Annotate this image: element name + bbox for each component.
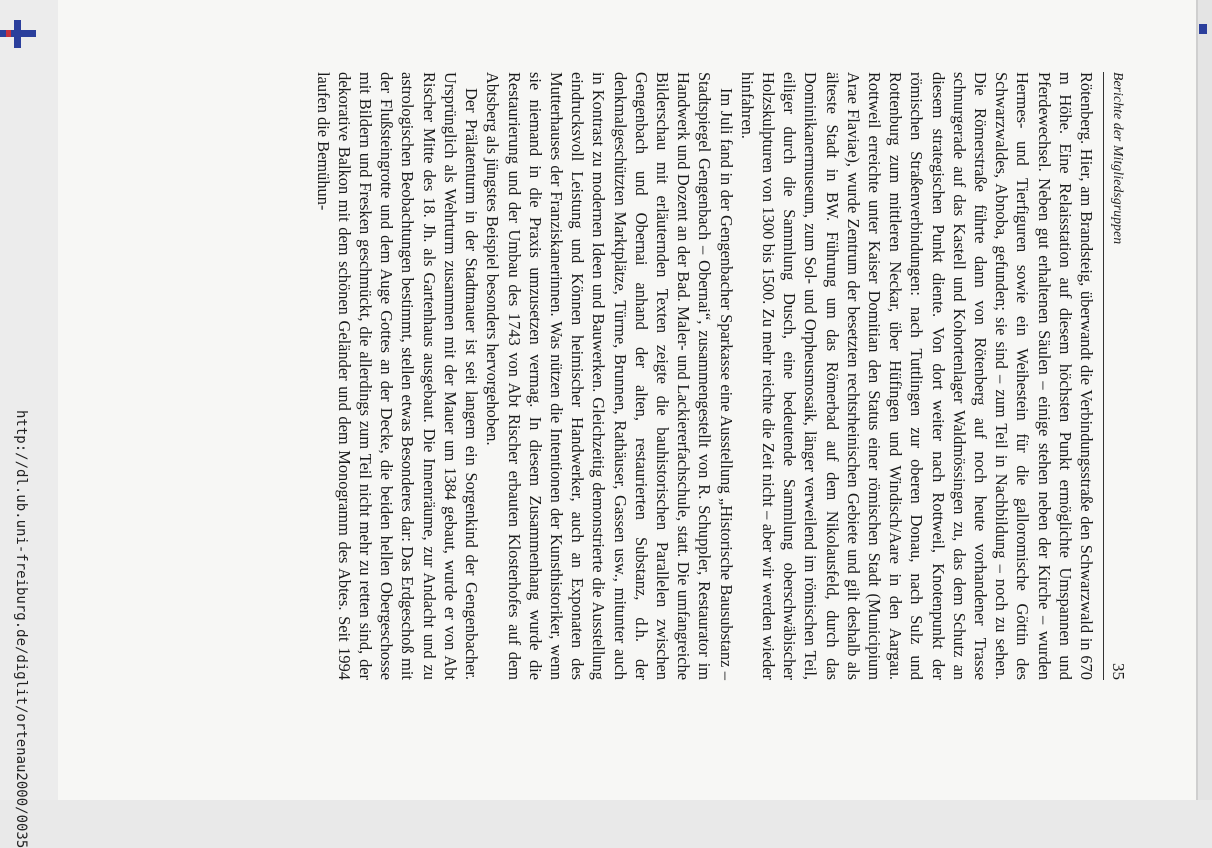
paragraph: Der Prälatenturm in der Stadtmauer ist seit langem ein Sorgenkind der Gengenbacher. Ursprünglich als Wehrturm zusammen mit der Mauer um 1384 gebaut, wurde er von Abt Rischer Mitte des 18. Jh. als Gartenhaus ausgebaut. Die Innenräume, zur Andacht und zu astrologischen Beobachtungen bestimmt, stellen etwas Besonderes dar: Das Erdgeschoß mit der Flußsteingrotte und dem Auge Gottes an der Decke, die beiden hellen Obergeschosse mit Bildern und Fresken geschmückt, die allerdings zum Teil nicht mehr zu retten sind, der dekorative Balkon mit dem schönen Geländer und dem Monogramm des Abtes. Seit 1994 laufen die Bemühun- — [313, 72, 482, 680]
page-number: 35 — [1109, 663, 1128, 680]
side-credit — [0, 410, 30, 848]
scan-right-strip — [1198, 0, 1212, 800]
page-header — [1103, 72, 1130, 680]
scan-color-marker-right — [1199, 20, 1209, 40]
page-text-block — [130, 72, 1130, 680]
body-text — [312, 72, 1097, 680]
source-url[interactable]: http://dl.ub.uni-freiburg.de/diglit/ortenau2000/0035 — [13, 410, 29, 848]
scan-color-marker — [0, 20, 36, 48]
paragraph: Im Juli fand in der Gengenbacher Sparkasse eine Ausstellung „Historische Bausubstanz – Stadtspiegel Gengenbach – Obernai“, zusammengestellt von R. Schuppler, Restaurator im Handwerk und Dozent an der Bad. Maler- und Lackiererfachschule, statt. Die umfangreiche Bilderschau mit erläuternden Texten zeigte die bauhistorischen Parallelen zwischen Gengenbach und Obernai anhand der alten, restaurierten Substanz, d.h. der denkmalgeschützten Marktplätze, Türme, Brunnen, Rathäuser, Gassen usw., mitunter auch in Kontrast zu modernen Ideen und Bauwerken. Gleichzeitig demonstrierte die Ausstellung eindrucksvoll Leistung und Können heimischer Handwerker, auch an Exponaten des Mutterhauses der Franziskanerinnen. Was nützen die Intentionen der Kunsthistoriker, wenn sie niemand in die Praxis umzusetzen vermag. In diesem Zusammenhang wurde die Restaurierung und der Umbau des 1743 von Abt Rischer erbauten Klosterhofes auf dem Abtsberg als jüngstes Beispiel besonders hervorgehoben. — [483, 72, 736, 680]
running-head: Berichte der Mitgliedsgruppen — [1111, 72, 1126, 245]
paragraph: Rötenberg. Hier, am Brandsteig, überwandt die Verbindungsstraße den Schwarzwald in 670 m Höhe. Eine Relaisstation auf diesem höchsten Punkt ermöglichte Umspannen und Pferdewechsel. Neben gut erhaltenen Säulen – einige stehen neben der Kirche – wurden Hermes- und Tierfiguren sowie ein Weihestein für die galloromische Göttin des Schwarzwaldes, Abnoba, gefunden; sie sind – zum Teil in Nachbildung – noch zu sehen. Die Römerstraße führte dann von Rötenberg auf noch heute vorhandener Trasse schnurgerade auf das Kastell und Kohortenlager Waldmössingen zu, das dem Schutz an diesem strategischen Punkt diente. Von dort weiter nach Rottweil, Knotenpunkt der römischen Straßenverbindungen: nach Tuttlingen zur oberen Donau, nach Sulz und Rottenburg zum mittleren Neckar, über Hüfingen und Windisch/Aare in den Aargau. Rottweil erreichte unter Kaiser Domitian den Status einer römischen Stadt (Municipium Arae Flaviae), wurde Zentrum der besetzten rechtsrheinischen Gebiete und gilt deshalb als älteste Stadt in BW. Führung um das Römerbad auf dem Nikolausfeld, durch das Dominikanermuseum, zum Sol- und Orpheusmosaik, länger verweilend im römischen Teil, eiliger durch die Sammlung Dusch, eine bedeutende Sammlung oberschwäbischer Holzskulpturen von 1300 bis 1500. Zu mehr reichte die Zeit nicht – aber wir werden wieder hinfahren. — [737, 72, 1096, 680]
